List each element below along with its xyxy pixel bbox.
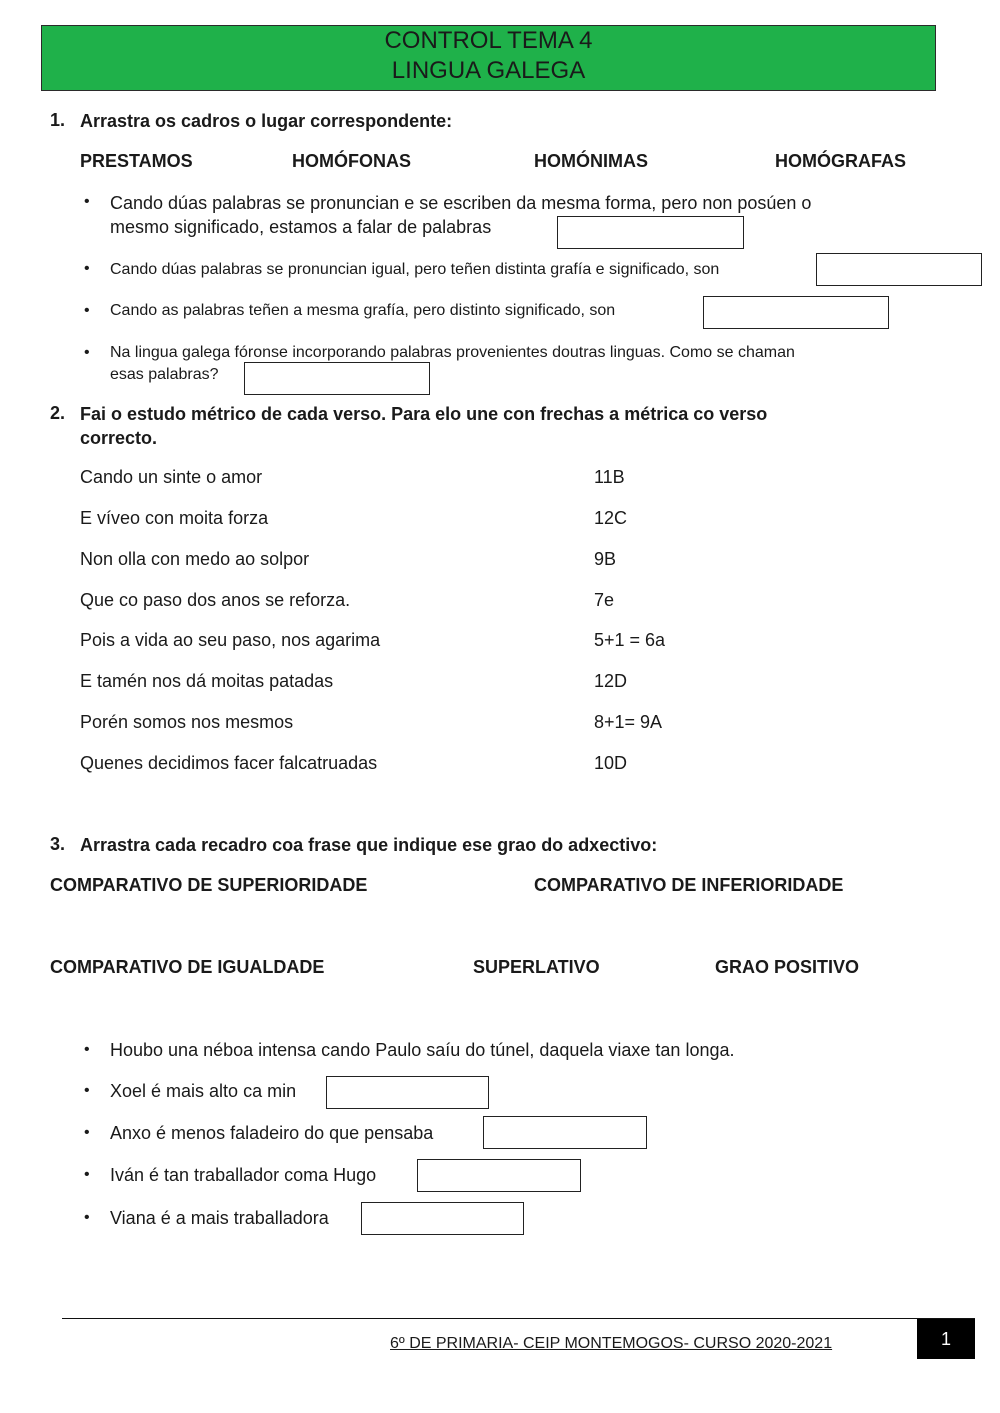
metric-4[interactable]: 7e bbox=[594, 590, 615, 610]
footer-divider bbox=[62, 1318, 975, 1319]
q1-bullet-1 bbox=[110, 191, 950, 239]
bullet-dot: • bbox=[84, 1041, 90, 1058]
q1-bullet-1-line-1: Cando dúas palabras se pronuncian e se escriben da mesma forma, pero non posúen o bbox=[110, 193, 812, 213]
verse-1[interactable]: Cando un sinte o amor bbox=[80, 467, 263, 487]
option-prestamos[interactable]: PRESTAMOS bbox=[80, 151, 193, 171]
drop-box-q1-1[interactable] bbox=[557, 216, 744, 249]
label-superlativo[interactable]: SUPERLATIVO bbox=[473, 957, 600, 977]
q1-bullet-4-line-1: Na lingua galega fóronse incorporando palabras provenientes doutras linguas. Como se chaman bbox=[110, 344, 795, 361]
page-number: 1 bbox=[917, 1319, 975, 1359]
metric-8[interactable]: 10D bbox=[594, 753, 628, 773]
title-banner bbox=[41, 25, 936, 91]
q1-bullet-4-line-2: esas palabras? bbox=[110, 366, 219, 383]
q3-bullet-2: Xoel é mais alto ca min bbox=[110, 1081, 297, 1101]
drop-box-q3-4[interactable] bbox=[417, 1159, 581, 1192]
q3-title: Arrastra cada recadro coa frase que indique ese grao do adxectivo: bbox=[80, 835, 658, 855]
label-comparativo-igualdade[interactable]: COMPARATIVO DE IGUALDADE bbox=[50, 957, 325, 977]
drop-box-q1-2[interactable] bbox=[816, 253, 982, 286]
verse-5[interactable]: Pois a vida ao seu paso, nos agarima bbox=[80, 630, 381, 650]
metric-2[interactable]: 12C bbox=[594, 508, 628, 528]
bullet-dot: • bbox=[84, 1166, 90, 1183]
title-line-2: LINGUA GALEGA bbox=[391, 57, 586, 84]
bullet-dot: • bbox=[84, 193, 90, 210]
q3-bullet-4: Iván é tan traballador coma Hugo bbox=[110, 1165, 377, 1185]
verse-4[interactable]: Que co paso dos anos se reforza. bbox=[80, 590, 351, 610]
bullet-dot: • bbox=[84, 1124, 90, 1141]
metric-5[interactable]: 5+1 = 6a bbox=[594, 630, 666, 650]
drop-box-q3-2[interactable] bbox=[326, 1076, 489, 1109]
q1-number: 1. bbox=[50, 110, 66, 130]
q1-bullet-4 bbox=[110, 342, 960, 386]
drop-box-q1-3[interactable] bbox=[703, 296, 889, 329]
q1-bullet-1-line-2: mesmo significado, estamos a falar de palabras bbox=[110, 217, 492, 237]
drop-box-q3-3[interactable] bbox=[483, 1116, 647, 1149]
verse-7[interactable]: Porén somos nos mesmos bbox=[80, 712, 294, 732]
label-comparativo-superioridade[interactable]: COMPARATIVO DE SUPERIORIDADE bbox=[50, 875, 368, 895]
drop-box-q3-5[interactable] bbox=[361, 1202, 524, 1235]
label-comparativo-inferioridade[interactable]: COMPARATIVO DE INFERIORIDADE bbox=[534, 875, 844, 895]
q1-title: Arrastra os cadros o lugar correspondente: bbox=[80, 111, 453, 131]
q3-bullet-1: Houbo una néboa intensa cando Paulo saíu do túnel, daquela viaxe tan longa. bbox=[110, 1040, 735, 1060]
q2-number: 2. bbox=[50, 403, 66, 423]
bullet-dot: • bbox=[84, 1209, 90, 1226]
verse-3[interactable]: Non olla con medo ao solpor bbox=[80, 549, 310, 569]
verse-6[interactable]: E tamén nos dá moitas patadas bbox=[80, 671, 334, 691]
verse-8[interactable]: Quenes decidimos facer falcatruadas bbox=[80, 753, 378, 773]
q2-title-line-2: correcto. bbox=[80, 428, 158, 448]
title-line-1: CONTROL TEMA 4 bbox=[384, 27, 593, 54]
bullet-dot: • bbox=[84, 344, 90, 361]
q2-title bbox=[80, 402, 930, 450]
q3-bullet-3: Anxo é menos faladeiro do que pensaba bbox=[110, 1123, 434, 1143]
metric-6[interactable]: 12D bbox=[594, 671, 628, 691]
option-homonimas[interactable]: HOMÓNIMAS bbox=[534, 151, 648, 171]
label-grao-positivo[interactable]: GRAO POSITIVO bbox=[715, 957, 860, 977]
q3-bullet-5: Viana é a mais traballadora bbox=[110, 1208, 329, 1228]
q3-number: 3. bbox=[50, 834, 66, 854]
metric-7[interactable]: 8+1= 9A bbox=[594, 712, 663, 732]
q1-bullet-3: Cando as palabras teñen a mesma grafía, pero distinto significado, son bbox=[110, 302, 616, 319]
drop-box-q1-4[interactable] bbox=[244, 362, 430, 395]
footer-text: 6º DE PRIMARIA- CEIP MONTEMOGOS- CURSO 2020-2021 bbox=[390, 1335, 833, 1352]
bullet-dot: • bbox=[84, 302, 90, 319]
q2-title-line-1: Fai o estudo métrico de cada verso. Para elo une con frechas a métrica co verso bbox=[80, 404, 768, 424]
option-homografas[interactable]: HOMÓGRAFAS bbox=[775, 151, 907, 171]
q1-bullet-2: Cando dúas palabras se pronuncian igual, pero teñen distinta grafía e significado, son bbox=[110, 261, 720, 278]
bullet-dot: • bbox=[84, 260, 90, 277]
metric-1[interactable]: 11B bbox=[594, 467, 625, 487]
bullet-dot: • bbox=[84, 1082, 90, 1099]
option-homofonas[interactable]: HOMÓFONAS bbox=[292, 151, 411, 171]
verse-2[interactable]: E víveo con moita forza bbox=[80, 508, 269, 528]
metric-3[interactable]: 9B bbox=[594, 549, 617, 569]
